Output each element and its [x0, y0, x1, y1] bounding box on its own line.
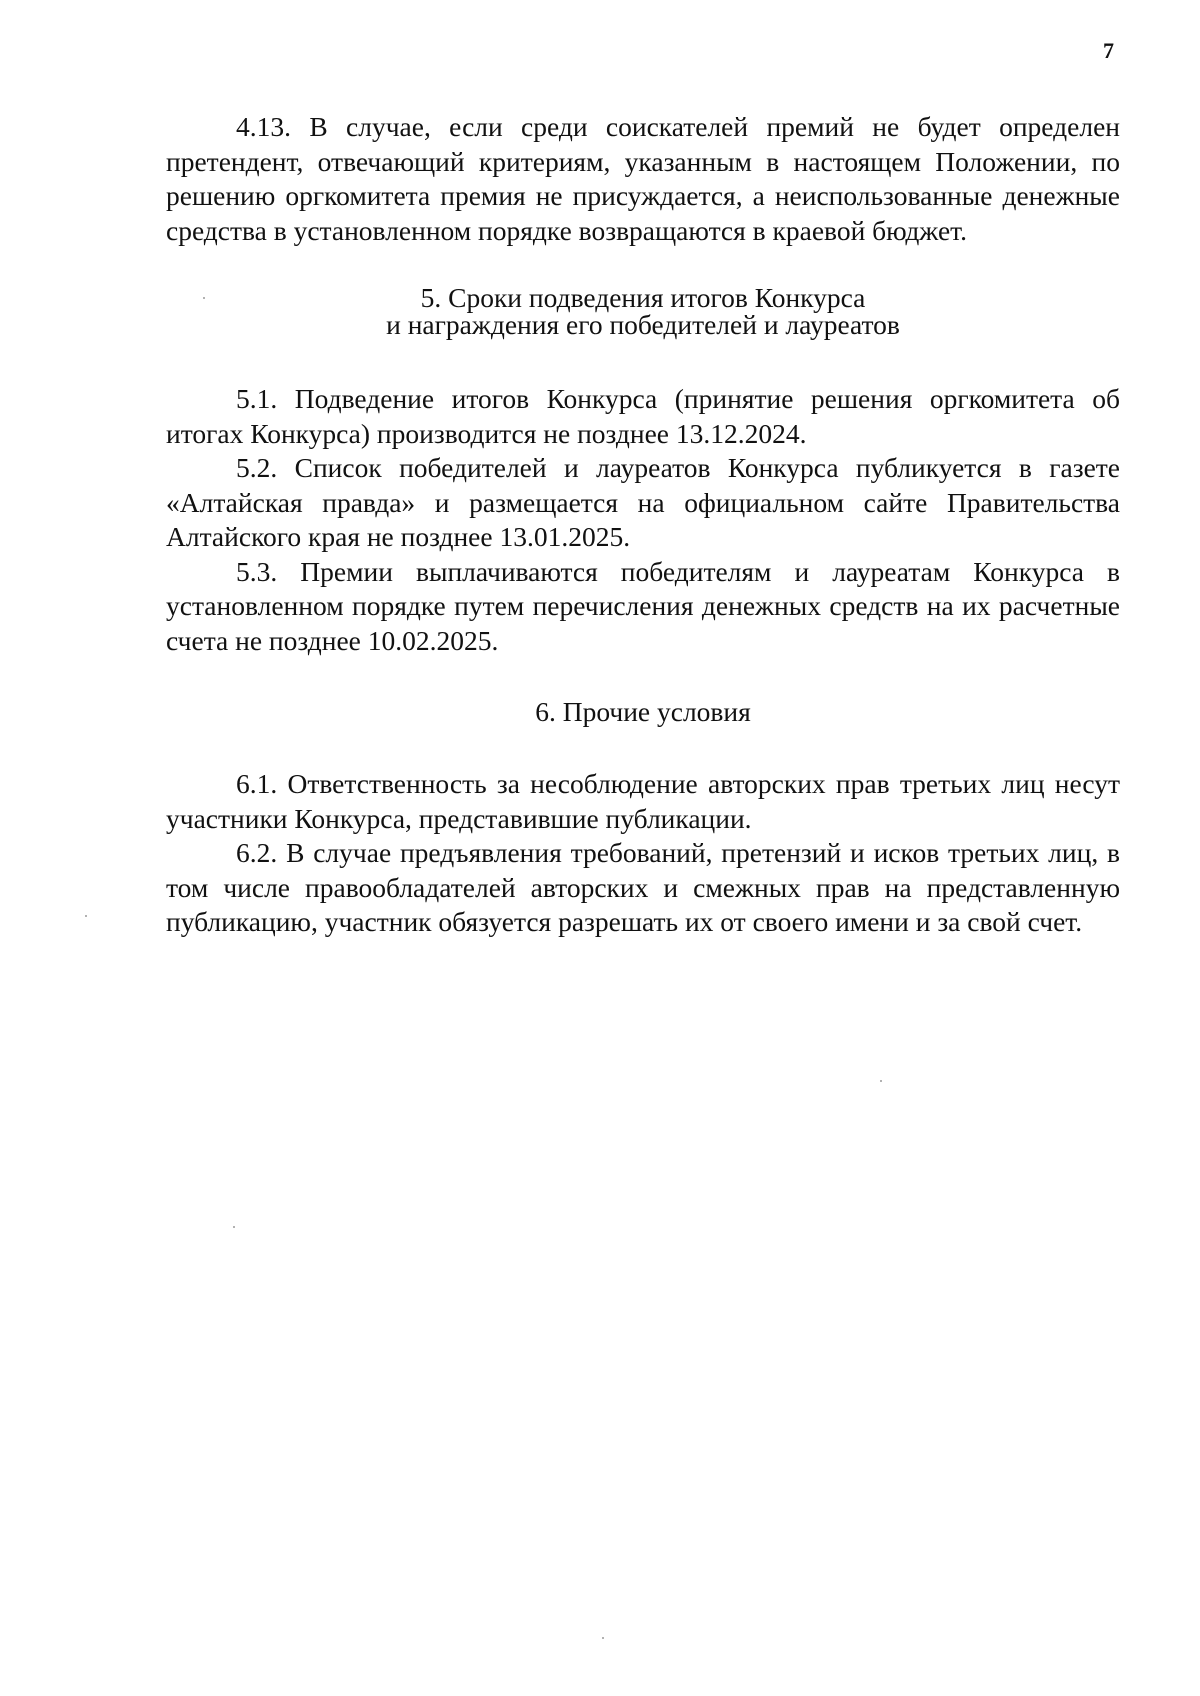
scan-speck — [85, 915, 87, 917]
paragraph-5-3: 5.3. Премии выплачиваются победителям и лауреатам Конкурса в установленном порядке путем перечисления денежных средств на их расчетные счета не позднее 10.02.2025. — [166, 555, 1120, 656]
scan-speck — [233, 1226, 235, 1228]
page-number: 7 — [1103, 38, 1114, 63]
paragraph-4-13: 4.13. В случае, если среди соискателей премий не будет определен претендент, отвечающий критериям, указанным в настоящем Положении, по решению оргкомитета премия не присуждается, а неиспользованные денежные средства в установленном порядке возвращаются в краевой бюджет. — [166, 111, 1120, 246]
section-6-heading — [166, 698, 1120, 725]
scan-speck — [602, 1637, 604, 1639]
scan-speck — [203, 297, 205, 299]
section-5-heading-line-2: и награждения его победителей и лауреатов — [386, 309, 900, 340]
document-body — [166, 110, 1120, 940]
paragraph-6-2: 6.2. В случае предъявления требований, претензий и исков третьих лиц, в том числе правообладателей авторских и смежных прав на представленную публикацию, участник обязуется разрешать их от своего имени и за свой счет. — [166, 837, 1120, 937]
scan-speck — [880, 1080, 882, 1082]
section-5-heading-line-1: 5. Сроки подведения итогов Конкурса — [420, 282, 866, 313]
section-6-heading-line: 6. Прочие условия — [535, 696, 751, 727]
paragraph-6-1: 6.1. Ответственность за несоблюдение авторских прав третьих лиц несут участники Конкурса, представившие публикации. — [166, 768, 1120, 834]
paragraph-5-2: 5.2. Список победителей и лауреатов Конкурса публикуется в газете «Алтайская правда» и размещается на официальном сайте Правительства Алтайского края не позднее 13.01.2025. — [166, 452, 1120, 552]
section-5-heading — [166, 284, 1120, 338]
paragraph-5-1: 5.1. Подведение итогов Конкурса (принятие решения оргкомитета об итогах Конкурса) производится не позднее 13.12.2024. — [166, 383, 1120, 449]
